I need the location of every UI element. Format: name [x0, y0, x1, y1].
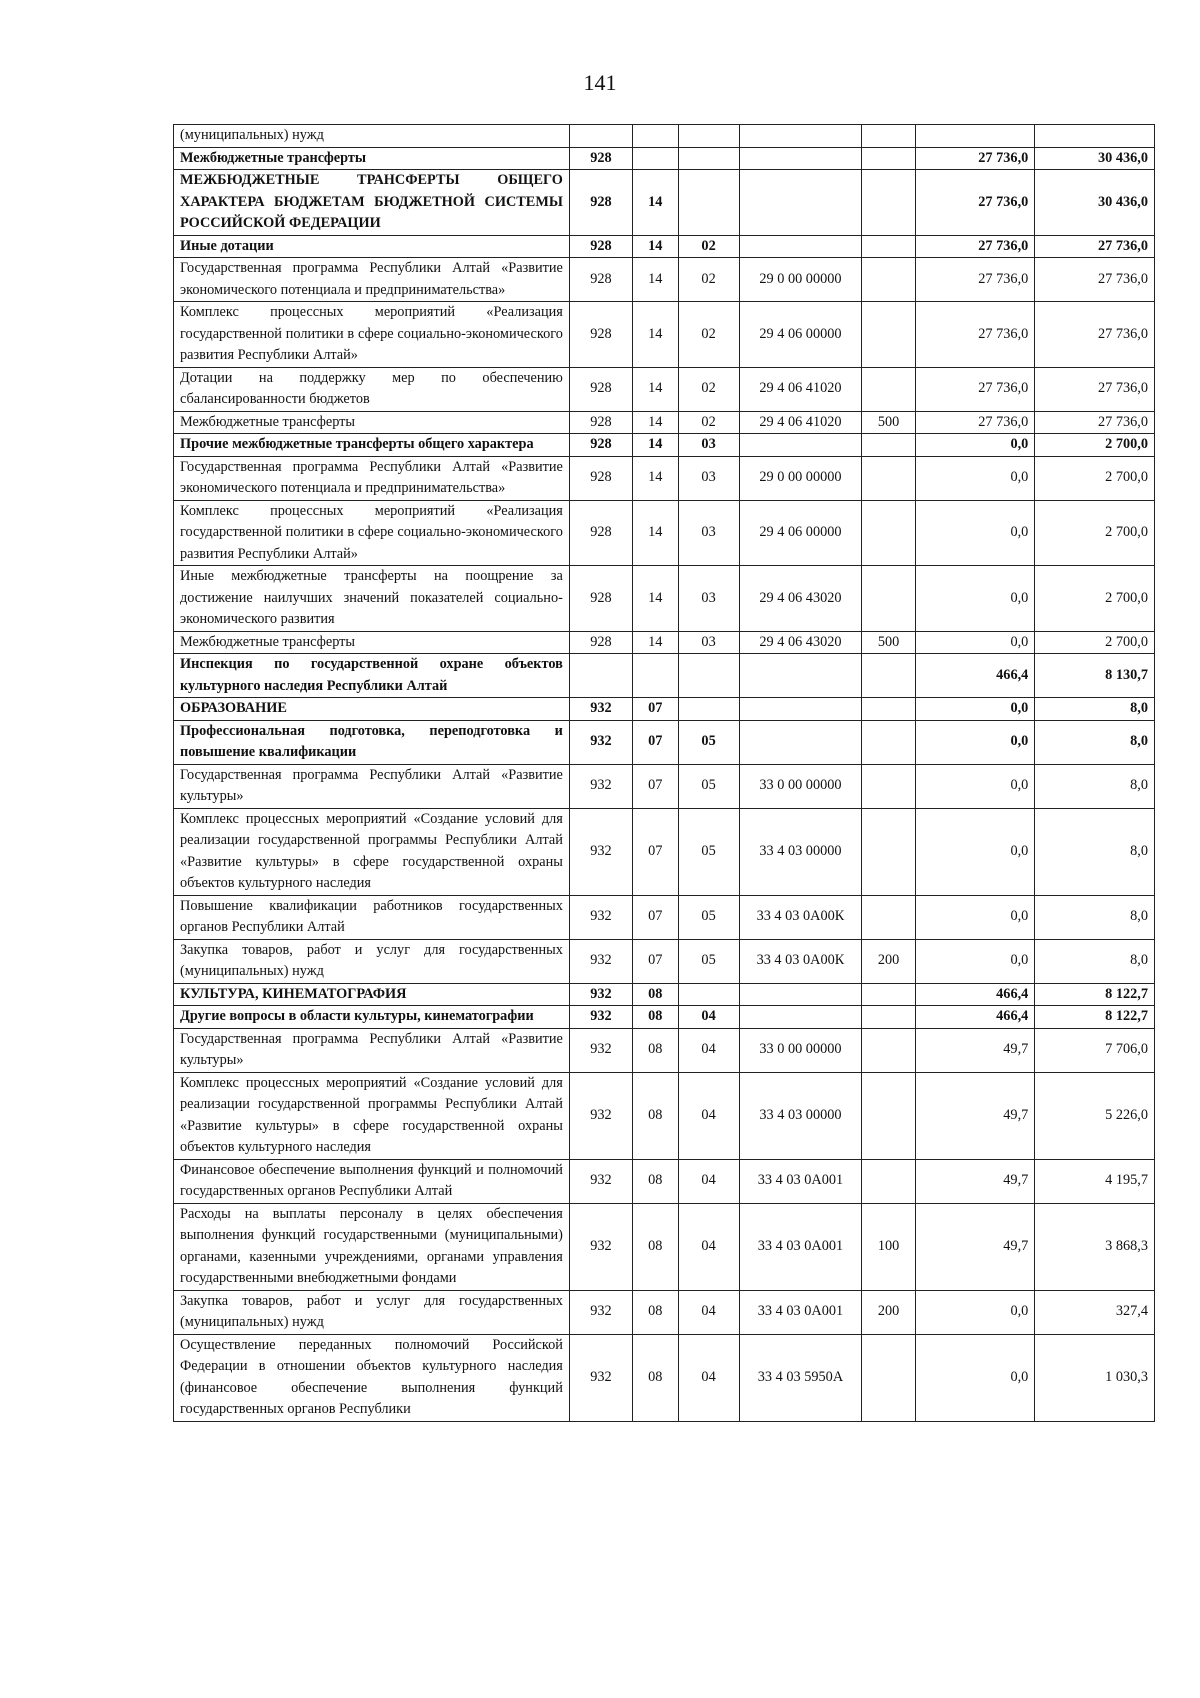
row-department-code: 932 [569, 895, 632, 939]
row-name-cell: КУЛЬТУРА, КИНЕМАТОГРАФИЯ [174, 983, 570, 1006]
row-name-cell: Государственная программа Республики Алтай «Развитие культуры» [174, 1028, 570, 1072]
row-subsection-code: 05 [678, 895, 739, 939]
row-target-article-code: 29 4 06 43020 [739, 566, 862, 632]
row-target-article-code [739, 983, 862, 1006]
row-target-article-code [739, 125, 862, 148]
row-name-cell: Государственная программа Республики Алтай «Развитие экономического потенциала и предпринимательства» [174, 456, 570, 500]
row-department-code: 928 [569, 147, 632, 170]
row-amount-year-2: 2 700,0 [1035, 631, 1155, 654]
row-amount-year-1: 0,0 [915, 1290, 1035, 1334]
row-target-article-code: 33 4 03 0А001 [739, 1290, 862, 1334]
row-section-code [632, 147, 678, 170]
row-subsection-code [678, 698, 739, 721]
row-amount-year-1: 27 736,0 [915, 170, 1035, 236]
table-row [174, 367, 1155, 411]
row-section-code: 14 [632, 566, 678, 632]
row-expense-type-code: 100 [862, 1203, 915, 1290]
row-amount-year-1: 27 736,0 [915, 235, 1035, 258]
row-subsection-code: 02 [678, 302, 739, 368]
row-section-code: 08 [632, 1028, 678, 1072]
row-subsection-code: 02 [678, 411, 739, 434]
row-section-code: 07 [632, 808, 678, 895]
table-row [174, 170, 1155, 236]
row-target-article-code [739, 654, 862, 698]
row-department-code: 928 [569, 500, 632, 566]
row-expense-type-code [862, 654, 915, 698]
row-department-code: 932 [569, 1006, 632, 1029]
table-row [174, 654, 1155, 698]
row-amount-year-2: 7 706,0 [1035, 1028, 1155, 1072]
row-amount-year-1: 466,4 [915, 654, 1035, 698]
row-amount-year-1: 0,0 [915, 808, 1035, 895]
row-department-code: 928 [569, 434, 632, 457]
row-target-article-code: 33 4 03 0А001 [739, 1203, 862, 1290]
row-amount-year-2: 27 736,0 [1035, 302, 1155, 368]
row-target-article-code [739, 434, 862, 457]
row-target-article-code [739, 1006, 862, 1029]
row-expense-type-code [862, 895, 915, 939]
table-row [174, 500, 1155, 566]
row-expense-type-code: 200 [862, 1290, 915, 1334]
row-amount-year-1: 49,7 [915, 1028, 1035, 1072]
row-target-article-code [739, 235, 862, 258]
row-amount-year-2: 1 030,3 [1035, 1334, 1155, 1421]
row-section-code: 14 [632, 258, 678, 302]
row-section-code: 07 [632, 698, 678, 721]
row-section-code: 14 [632, 434, 678, 457]
row-amount-year-2: 30 436,0 [1035, 170, 1155, 236]
row-department-code: 928 [569, 235, 632, 258]
row-amount-year-1: 49,7 [915, 1072, 1035, 1159]
row-subsection-code: 05 [678, 939, 739, 983]
row-section-code: 07 [632, 764, 678, 808]
row-amount-year-2: 4 195,7 [1035, 1159, 1155, 1203]
table-row [174, 302, 1155, 368]
row-section-code: 14 [632, 170, 678, 236]
row-expense-type-code: 500 [862, 631, 915, 654]
row-department-code: 932 [569, 1290, 632, 1334]
row-expense-type-code [862, 456, 915, 500]
row-section-code: 08 [632, 1290, 678, 1334]
row-department-code: 932 [569, 764, 632, 808]
row-expense-type-code [862, 500, 915, 566]
row-target-article-code [739, 170, 862, 236]
row-target-article-code [739, 147, 862, 170]
row-name-cell: Комплекс процессных мероприятий «Создание условий для реализации государственной программы Республики Алтай «Развитие культуры» в сфере государственной охраны объектов культурного наследия [174, 808, 570, 895]
row-amount-year-1 [915, 125, 1035, 148]
row-name-cell: Межбюджетные трансферты [174, 411, 570, 434]
row-amount-year-1: 0,0 [915, 500, 1035, 566]
row-subsection-code: 02 [678, 367, 739, 411]
table-row [174, 1334, 1155, 1421]
row-subsection-code: 04 [678, 1159, 739, 1203]
row-amount-year-1: 0,0 [915, 895, 1035, 939]
row-amount-year-1: 27 736,0 [915, 302, 1035, 368]
row-name-cell: ОБРАЗОВАНИЕ [174, 698, 570, 721]
row-amount-year-2: 3 868,3 [1035, 1203, 1155, 1290]
row-department-code: 932 [569, 1072, 632, 1159]
row-department-code: 928 [569, 456, 632, 500]
row-expense-type-code [862, 983, 915, 1006]
row-subsection-code: 04 [678, 1203, 739, 1290]
row-expense-type-code [862, 235, 915, 258]
table-row [174, 720, 1155, 764]
row-department-code: 928 [569, 631, 632, 654]
row-subsection-code: 04 [678, 1006, 739, 1029]
table-row [174, 698, 1155, 721]
row-name-cell: Государственная программа Республики Алтай «Развитие культуры» [174, 764, 570, 808]
row-amount-year-2: 8 122,7 [1035, 1006, 1155, 1029]
row-expense-type-code [862, 698, 915, 721]
row-name-cell: Комплекс процессных мероприятий «Реализация государственной политики в сфере социально-экономического развития Республики Алтай» [174, 500, 570, 566]
row-section-code: 08 [632, 983, 678, 1006]
table-row [174, 1203, 1155, 1290]
row-amount-year-2: 27 736,0 [1035, 367, 1155, 411]
row-target-article-code: 29 4 06 00000 [739, 302, 862, 368]
row-name-cell: Комплекс процессных мероприятий «Создание условий для реализации государственной программы Республики Алтай «Развитие культуры» в сфере государственной охраны объектов культурного наследия [174, 1072, 570, 1159]
table-row [174, 631, 1155, 654]
table-row [174, 434, 1155, 457]
row-subsection-code: 04 [678, 1028, 739, 1072]
row-amount-year-2: 2 700,0 [1035, 500, 1155, 566]
row-amount-year-2: 30 436,0 [1035, 147, 1155, 170]
row-target-article-code: 29 4 06 41020 [739, 411, 862, 434]
row-department-code: 928 [569, 302, 632, 368]
row-section-code: 14 [632, 302, 678, 368]
table-row [174, 939, 1155, 983]
table-row [174, 125, 1155, 148]
row-target-article-code [739, 720, 862, 764]
row-subsection-code: 02 [678, 258, 739, 302]
row-section-code: 08 [632, 1072, 678, 1159]
row-name-cell: Межбюджетные трансферты [174, 631, 570, 654]
row-amount-year-2: 8 122,7 [1035, 983, 1155, 1006]
table-row [174, 566, 1155, 632]
row-amount-year-2 [1035, 125, 1155, 148]
row-subsection-code [678, 654, 739, 698]
row-subsection-code: 05 [678, 764, 739, 808]
row-amount-year-1: 0,0 [915, 456, 1035, 500]
table-row [174, 808, 1155, 895]
row-expense-type-code: 500 [862, 411, 915, 434]
table-row [174, 235, 1155, 258]
table-row [174, 411, 1155, 434]
row-department-code: 928 [569, 411, 632, 434]
row-amount-year-2: 8 130,7 [1035, 654, 1155, 698]
row-section-code: 08 [632, 1203, 678, 1290]
table-row [174, 456, 1155, 500]
table-row [174, 1290, 1155, 1334]
row-amount-year-1: 27 736,0 [915, 147, 1035, 170]
row-section-code: 14 [632, 367, 678, 411]
row-section-code: 07 [632, 939, 678, 983]
table-row [174, 1072, 1155, 1159]
row-department-code [569, 654, 632, 698]
row-amount-year-2: 2 700,0 [1035, 566, 1155, 632]
row-expense-type-code [862, 147, 915, 170]
row-amount-year-1: 0,0 [915, 939, 1035, 983]
row-section-code: 08 [632, 1006, 678, 1029]
row-name-cell: Закупка товаров, работ и услуг для государственных (муниципальных) нужд [174, 1290, 570, 1334]
row-amount-year-1: 0,0 [915, 434, 1035, 457]
row-section-code: 07 [632, 720, 678, 764]
row-section-code [632, 654, 678, 698]
row-subsection-code: 03 [678, 434, 739, 457]
row-expense-type-code [862, 566, 915, 632]
row-name-cell: Другие вопросы в области культуры, кинематографии [174, 1006, 570, 1029]
row-amount-year-2: 327,4 [1035, 1290, 1155, 1334]
table-row [174, 1159, 1155, 1203]
row-subsection-code: 02 [678, 235, 739, 258]
row-section-code: 14 [632, 456, 678, 500]
row-amount-year-2: 2 700,0 [1035, 434, 1155, 457]
row-section-code: 14 [632, 235, 678, 258]
row-name-cell: Расходы на выплаты персоналу в целях обеспечения выполнения функций государственными (муниципальными) органами, казенными учреждениями, органами управления государственными внебюджетными фондами [174, 1203, 570, 1290]
table-row [174, 764, 1155, 808]
row-expense-type-code [862, 258, 915, 302]
row-expense-type-code [862, 125, 915, 148]
row-expense-type-code [862, 302, 915, 368]
row-expense-type-code [862, 1028, 915, 1072]
row-department-code: 928 [569, 566, 632, 632]
row-amount-year-1: 0,0 [915, 1334, 1035, 1421]
row-section-code: 07 [632, 895, 678, 939]
row-department-code: 932 [569, 1334, 632, 1421]
table-row [174, 258, 1155, 302]
row-subsection-code: 04 [678, 1334, 739, 1421]
row-amount-year-2: 8,0 [1035, 808, 1155, 895]
row-department-code: 928 [569, 258, 632, 302]
row-expense-type-code [862, 720, 915, 764]
row-subsection-code [678, 147, 739, 170]
table-row [174, 147, 1155, 170]
row-amount-year-2: 5 226,0 [1035, 1072, 1155, 1159]
row-amount-year-2: 8,0 [1035, 720, 1155, 764]
row-amount-year-2: 8,0 [1035, 895, 1155, 939]
budget-table [173, 124, 1155, 1422]
row-subsection-code: 03 [678, 456, 739, 500]
table-row [174, 1028, 1155, 1072]
row-name-cell: Комплекс процессных мероприятий «Реализация государственной политики в сфере социально-экономического развития Республики Алтай» [174, 302, 570, 368]
row-subsection-code: 05 [678, 808, 739, 895]
row-amount-year-1: 0,0 [915, 566, 1035, 632]
row-amount-year-2: 27 736,0 [1035, 235, 1155, 258]
row-section-code: 08 [632, 1159, 678, 1203]
row-target-article-code [739, 698, 862, 721]
row-amount-year-1: 49,7 [915, 1159, 1035, 1203]
row-target-article-code: 33 4 03 5950А [739, 1334, 862, 1421]
row-department-code [569, 125, 632, 148]
row-subsection-code: 03 [678, 566, 739, 632]
row-amount-year-1: 27 736,0 [915, 411, 1035, 434]
row-target-article-code: 33 0 00 00000 [739, 1028, 862, 1072]
row-name-cell: Инспекция по государственной охране объектов культурного наследия Республики Алтай [174, 654, 570, 698]
row-amount-year-2: 27 736,0 [1035, 258, 1155, 302]
row-subsection-code: 03 [678, 631, 739, 654]
row-name-cell: Финансовое обеспечение выполнения функций и полномочий государственных органов Республики Алтай [174, 1159, 570, 1203]
row-name-cell: Иные дотации [174, 235, 570, 258]
table-row [174, 895, 1155, 939]
row-target-article-code: 33 4 03 00000 [739, 808, 862, 895]
row-name-cell: Осуществление переданных полномочий Российской Федерации в отношении объектов культурного наследия (финансовое обеспечение выполнения функций государственных органов Республики [174, 1334, 570, 1421]
row-name-cell: Повышение квалификации работников государственных органов Республики Алтай [174, 895, 570, 939]
row-department-code: 932 [569, 983, 632, 1006]
row-amount-year-1: 0,0 [915, 764, 1035, 808]
row-amount-year-1: 0,0 [915, 720, 1035, 764]
row-expense-type-code [862, 1159, 915, 1203]
row-department-code: 928 [569, 170, 632, 236]
row-amount-year-1: 49,7 [915, 1203, 1035, 1290]
row-amount-year-1: 0,0 [915, 698, 1035, 721]
row-section-code: 14 [632, 411, 678, 434]
row-expense-type-code [862, 434, 915, 457]
row-expense-type-code [862, 367, 915, 411]
row-target-article-code: 33 4 03 0А00К [739, 939, 862, 983]
row-target-article-code: 33 0 00 00000 [739, 764, 862, 808]
row-department-code: 932 [569, 720, 632, 764]
row-expense-type-code [862, 808, 915, 895]
row-target-article-code: 29 0 00 00000 [739, 456, 862, 500]
row-subsection-code: 05 [678, 720, 739, 764]
budget-table-body [174, 125, 1155, 1422]
row-subsection-code [678, 125, 739, 148]
row-department-code: 932 [569, 1028, 632, 1072]
row-amount-year-1: 27 736,0 [915, 258, 1035, 302]
row-amount-year-2: 8,0 [1035, 764, 1155, 808]
row-name-cell: Государственная программа Республики Алтай «Развитие экономического потенциала и предпринимательства» [174, 258, 570, 302]
row-amount-year-2: 27 736,0 [1035, 411, 1155, 434]
row-expense-type-code [862, 1334, 915, 1421]
row-amount-year-1: 466,4 [915, 1006, 1035, 1029]
row-department-code: 932 [569, 1203, 632, 1290]
table-row [174, 1006, 1155, 1029]
row-section-code: 14 [632, 500, 678, 566]
row-amount-year-1: 466,4 [915, 983, 1035, 1006]
row-target-article-code: 33 4 03 0А00К [739, 895, 862, 939]
row-name-cell: Профессиональная подготовка, переподготовка и повышение квалификации [174, 720, 570, 764]
row-subsection-code: 03 [678, 500, 739, 566]
row-amount-year-2: 8,0 [1035, 698, 1155, 721]
row-target-article-code: 29 4 06 41020 [739, 367, 862, 411]
row-subsection-code [678, 170, 739, 236]
row-name-cell: (муниципальных) нужд [174, 125, 570, 148]
row-department-code: 932 [569, 1159, 632, 1203]
row-amount-year-1: 0,0 [915, 631, 1035, 654]
page-number: 141 [583, 70, 617, 95]
row-target-article-code: 33 4 03 00000 [739, 1072, 862, 1159]
row-amount-year-1: 27 736,0 [915, 367, 1035, 411]
row-department-code: 932 [569, 698, 632, 721]
row-name-cell: Прочие межбюджетные трансферты общего характера [174, 434, 570, 457]
row-expense-type-code [862, 170, 915, 236]
row-name-cell: МЕЖБЮДЖЕТНЫЕ ТРАНСФЕРТЫ ОБЩЕГО ХАРАКТЕРА БЮДЖЕТАМ БЮДЖЕТНОЙ СИСТЕМЫ РОССИЙСКОЙ ФЕДЕРАЦИИ [174, 170, 570, 236]
row-name-cell: Дотации на поддержку мер по обеспечению сбалансированности бюджетов [174, 367, 570, 411]
row-expense-type-code [862, 1072, 915, 1159]
row-name-cell: Закупка товаров, работ и услуг для государственных (муниципальных) нужд [174, 939, 570, 983]
row-subsection-code: 04 [678, 1290, 739, 1334]
row-name-cell: Иные межбюджетные трансферты на поощрение за достижение наилучших значений показателей социально-экономического развития [174, 566, 570, 632]
row-expense-type-code [862, 1006, 915, 1029]
row-amount-year-2: 8,0 [1035, 939, 1155, 983]
row-target-article-code: 33 4 03 0А001 [739, 1159, 862, 1203]
row-target-article-code: 29 4 06 43020 [739, 631, 862, 654]
row-section-code [632, 125, 678, 148]
row-department-code: 932 [569, 808, 632, 895]
row-name-cell: Межбюджетные трансферты [174, 147, 570, 170]
row-department-code: 928 [569, 367, 632, 411]
row-target-article-code: 29 0 00 00000 [739, 258, 862, 302]
row-department-code: 932 [569, 939, 632, 983]
row-expense-type-code [862, 764, 915, 808]
row-subsection-code [678, 983, 739, 1006]
row-section-code: 08 [632, 1334, 678, 1421]
table-row [174, 983, 1155, 1006]
row-subsection-code: 04 [678, 1072, 739, 1159]
row-section-code: 14 [632, 631, 678, 654]
row-target-article-code: 29 4 06 00000 [739, 500, 862, 566]
row-expense-type-code: 200 [862, 939, 915, 983]
row-amount-year-2: 2 700,0 [1035, 456, 1155, 500]
